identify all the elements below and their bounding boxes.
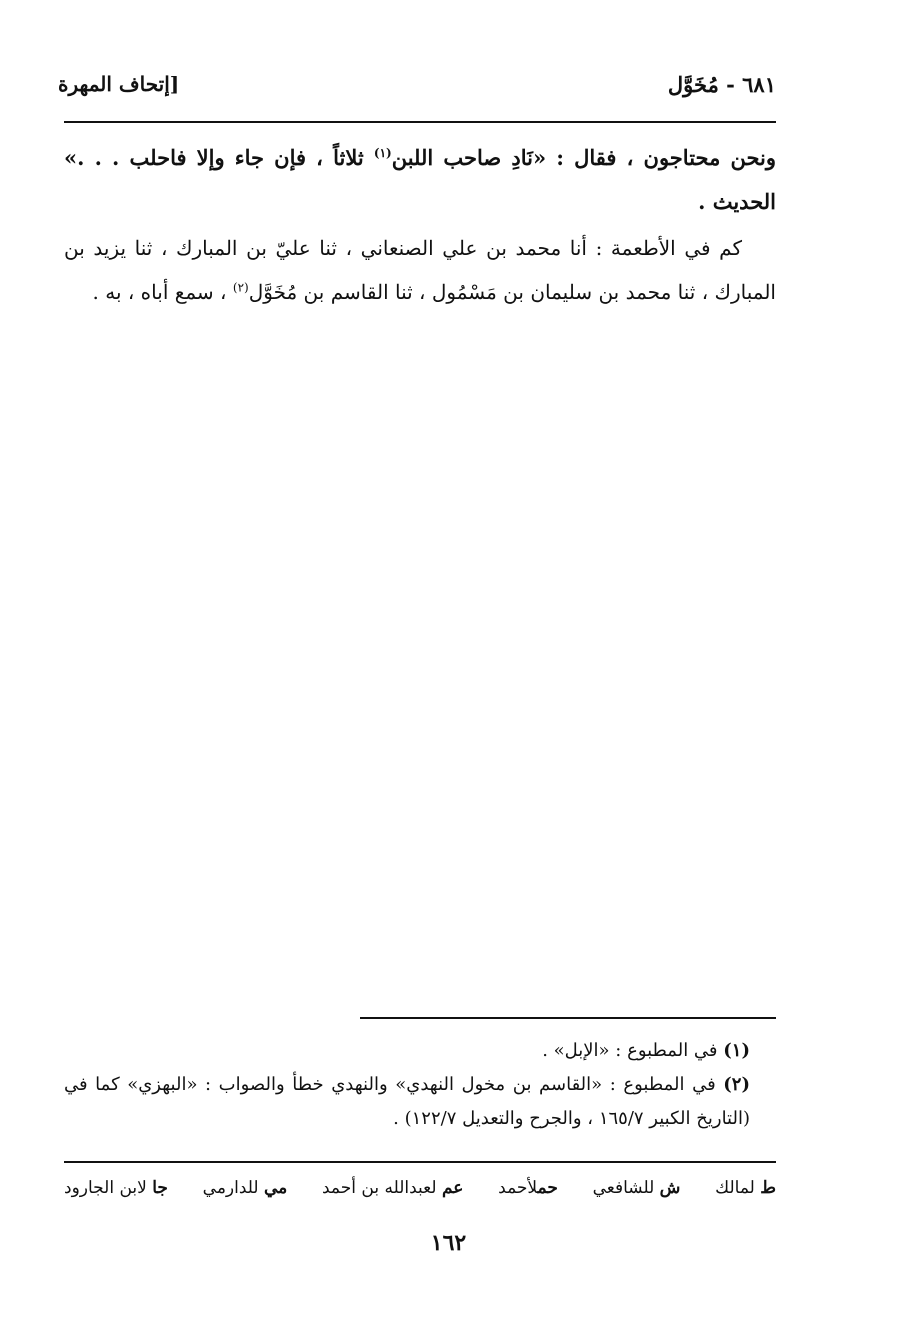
footnote-number: (١) — [723, 1040, 750, 1061]
footnote-item — [64, 1034, 776, 1068]
paragraph-2-text-b: ، سمع أباه ، به . — [92, 280, 233, 304]
paragraph-1-text-b: ثلاثاً ، فإن جاء وإلا فاحلب . . .» الحديث . — [64, 145, 776, 214]
legend-abbr: جا — [152, 1178, 168, 1198]
legend-item — [322, 1178, 463, 1198]
footnote-ref-2: (٢) — [232, 280, 249, 295]
legend-desc: لمالك — [715, 1178, 761, 1198]
legend-desc: لأحمد — [498, 1178, 538, 1198]
page-number: ١٦٢ — [430, 1230, 467, 1256]
footnote-number: (٢) — [723, 1074, 750, 1095]
footnote-divider — [360, 1017, 776, 1019]
legend-abbr: مي — [264, 1178, 288, 1198]
legend-abbr: ط — [760, 1178, 776, 1198]
footnotes — [64, 1034, 776, 1136]
body-paragraph-2 — [64, 226, 776, 314]
legend-desc: للشافعي — [592, 1178, 660, 1198]
abbreviation-legend — [64, 1170, 776, 1206]
paragraph-2-text-a: كم في الأطعمة : أنا محمد بن علي الصنعاني ، ثنا عليّ بن المبارك ، ثنا يزيد بن المبارك ، ثنا محمد بن سليمان بن مَسْمُول ، ثنا القاسم بن مُخَوَّل — [64, 236, 776, 304]
legend-desc: للدارمي — [202, 1178, 264, 1198]
footnote-text: في المطبوع : «الإبل» . — [542, 1040, 724, 1061]
book-title: [إتحاف المهرة — [58, 72, 180, 96]
legend-abbr: عم — [441, 1178, 464, 1198]
legend-divider — [64, 1161, 776, 1163]
legend-item — [64, 1178, 168, 1198]
legend-item — [498, 1178, 558, 1198]
legend-desc: لعبدالله بن أحمد — [322, 1178, 442, 1198]
running-header — [58, 70, 776, 110]
footnote-ref-1: (١) — [373, 146, 392, 160]
body-paragraph-1 — [64, 136, 776, 224]
footnote-text: في المطبوع : «القاسم بن مخول النهدي» والنهدي خطأ والصواب : «البهزي» كما في (التاريخ الكبير ١٦٥/٧ ، والجرح والتعديل ١٢٢/٧) . — [64, 1074, 750, 1129]
legend-item — [715, 1178, 776, 1198]
footnote-item — [64, 1068, 776, 1136]
legend-abbr: ش — [659, 1178, 681, 1198]
header-divider — [64, 121, 776, 123]
paragraph-1-text-a: ونحن محتاجون ، فقال : «نَادِ صاحب اللبن — [391, 145, 777, 170]
entry-title: ٦٨١ - مُخَوَّل — [667, 72, 776, 97]
legend-item — [593, 1178, 681, 1198]
legend-desc: لابن الجارود — [64, 1178, 153, 1198]
legend-abbr: حم — [537, 1178, 558, 1198]
legend-item — [203, 1178, 288, 1198]
